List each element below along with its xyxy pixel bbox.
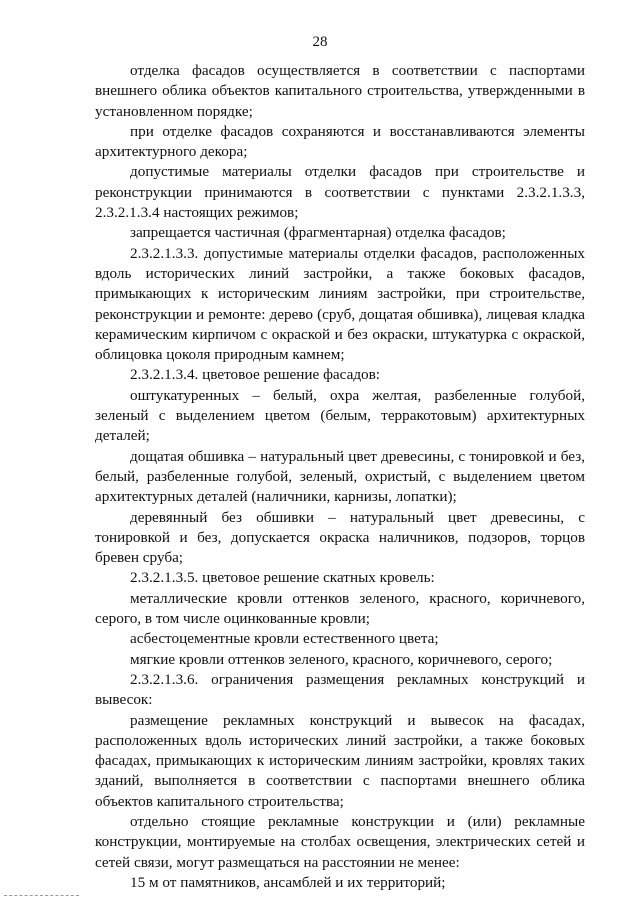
paragraph-freestanding-ads: отдельно стоящие рекламные конструкции и (или) рекламные конструкции, монтируемые на столбах освещения, электрических сетей и сетей связи, могут размещаться на расстоянии не менее: — [95, 812, 585, 871]
document-body — [95, 61, 585, 893]
paragraph-facade-finish-passport: отделка фасадов осуществляется в соответствии с паспортами внешнего облика объектов капитального строительства, утвержденными в установленном порядке; — [95, 62, 585, 120]
paragraph-allowed-materials-ref: допустимые материалы отделки фасадов при строительстве и реконструкции принимаются в соответствии с пунктами 2.3.2.1.3.3, 2.3.2.1.3.4 настоящих режимов; — [95, 163, 585, 222]
paragraph-distance-15m: 15 м от памятников, ансамблей и их территорий; — [130, 873, 446, 891]
paragraph-partial-finish-ban: запрещается частичная (фрагментарная) отделка фасадов; — [130, 224, 506, 242]
paragraph-plastered-colors: оштукатуренных – белый, охра желтая, разбеленные голубой, зеленый с выделением цветом (белым, терракотовым) архитектурных деталей; — [95, 386, 585, 445]
paragraph-2-3-2-1-3-3: 2.3.2.1.3.3. допустимые материалы отделки фасадов, расположенных вдоль исторических линий застройки, а также боковых фасадов, примыкающих к историческим линиям застройки, при строительстве, реконструкции и ремонте: дерево (сруб, дощатая обшивка), лицевая кладка керамическим кирпичом с окраской и без окраски, штукатурка с окраской, облицовка цоколя природным камнем; — [95, 244, 585, 364]
page-number: 28 — [312, 34, 328, 50]
paragraph-2-3-2-1-3-5: 2.3.2.1.3.5. цветовое решение скатных кровель: — [130, 569, 435, 587]
paragraph-log-wall-colors: деревянный без обшивки – натуральный цвет древесины, с тонировкой и без, допускается окраска наличников, подзоров, торцов бревен сруба; — [95, 508, 585, 567]
paragraph-plank-siding-colors: дощатая обшивка – натуральный цвет древесины, с тонировкой и без, белый, разбеленные голубой, зеленый, охристый, с выделением цветом архитектурных деталей (наличники, карнизы, лопатки); — [95, 447, 585, 506]
scan-edge-marks — [4, 895, 79, 896]
paragraph-soft-roofs: мягкие кровли оттенков зеленого, красного, коричневого, серого; — [130, 650, 553, 668]
paragraph-metal-roofs: металлические кровли оттенков зеленого, красного, коричневого, серого, в том числе оцинкованные кровли; — [95, 589, 585, 628]
paragraph-2-3-2-1-3-4: 2.3.2.1.3.4. цветовое решение фасадов: — [130, 366, 381, 384]
paragraph-2-3-2-1-3-6: 2.3.2.1.3.6. ограничения размещения рекламных конструкций и вывесок: — [95, 670, 585, 709]
paragraph-asbestos-roofs: асбестоцементные кровли естественного цвета; — [130, 630, 439, 648]
paragraph-decor-preservation: при отделке фасадов сохраняются и восстанавливаются элементы архитектурного декора; — [95, 122, 585, 161]
paragraph-signage-on-facades: размещение рекламных конструкций и вывесок на фасадах, расположенных вдоль исторических линий застройки, а также боковых фасадах, примыкающих к историческим линиям застройки, кровлях таких зданий, выполняется в соответствии с паспортами внешнего облика объектов капитального строительства; — [95, 711, 585, 810]
